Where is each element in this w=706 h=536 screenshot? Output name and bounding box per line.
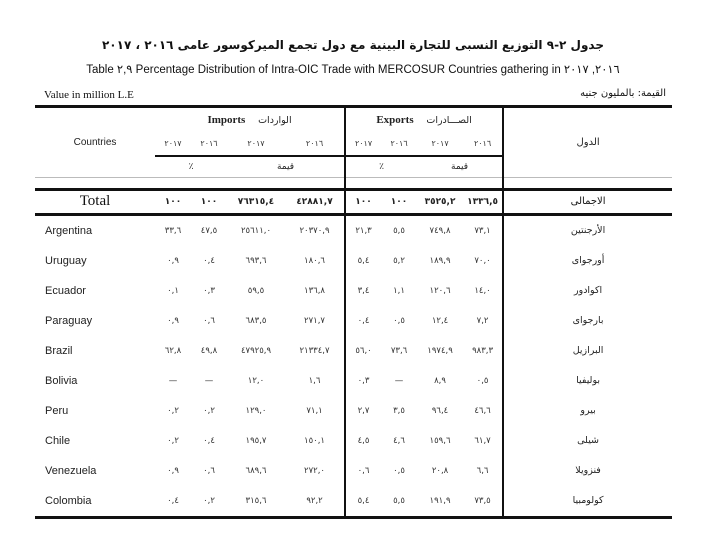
imports-val-2016: ١,٦ <box>285 366 345 396</box>
exports-year-pct-2017: ٢٠١٧ <box>354 139 373 148</box>
table-row-chile <box>35 426 672 456</box>
unit-label-arabic: القيمة: بالمليون جنيه <box>580 88 666 99</box>
imports-val-2016: ١٣٦,٨ <box>285 276 345 306</box>
country-name-ar: أورجواى <box>571 255 605 266</box>
exports-pct-2016: ١,١ <box>393 285 405 296</box>
country-name-en: Argentina <box>45 224 93 237</box>
exports-value-label: قيمة <box>417 156 503 178</box>
exports-val-2017: ٧٤٩,٨ <box>429 225 451 236</box>
imports-pct-2017: ٠,٩ <box>167 315 179 326</box>
country-name-en: Colombia <box>35 486 155 518</box>
imports-group-header <box>155 107 345 133</box>
table-title-arabic: جدول ٢-٩ التوزيع النسبى للتجارة البينية مع دول تجمع الميركوسور عامى ٢٠١٦ ، ٢٠١٧ <box>101 38 605 52</box>
countries-header-ar: الدول <box>576 136 600 148</box>
exports-pct-2016: ٠,٥ <box>393 315 405 326</box>
country-name-en: Peru <box>45 404 69 417</box>
exports-year-val-2016: ٢٠١٦ <box>463 133 503 156</box>
imports-val-2017: ٦٨٩,٦ <box>245 465 267 476</box>
table-row-bolivia <box>35 366 672 396</box>
exports-val-2016: ٦,٦ <box>463 456 503 486</box>
imports-val-2016: ٢٧٢,٠ <box>285 456 345 486</box>
imports-pct-2017: ٠,٩ <box>167 465 179 476</box>
exports-val-2017: ٢٠,٨ <box>431 465 449 476</box>
exports-val-2016: ٧٣,٥ <box>463 486 503 518</box>
exports-year-val-2017: ٢٠١٧ <box>431 139 449 148</box>
exports-label-ar: الصـــادرات <box>426 115 472 127</box>
exports-val-2016: ٧٣,١ <box>463 214 503 246</box>
total-label-en: Total <box>35 189 155 214</box>
imports-year-pct-2017: ٢٠١٧ <box>164 139 182 148</box>
country-name-ar: شيلى <box>577 435 600 446</box>
imports-pct-2016: ٠,٢ <box>191 486 227 518</box>
table-row-ecuador <box>35 276 672 306</box>
total-row <box>35 189 672 214</box>
exports-val-2016: ٠,٥ <box>463 366 503 396</box>
exports-pct-2016: ٤,٦ <box>393 435 405 446</box>
unit-label-english: Value in million L.E <box>44 89 134 101</box>
imports-pct-2016: — <box>204 375 214 386</box>
country-name-ar: الأرجنتين <box>570 225 606 236</box>
exports-pct-2016: ٥,٢ <box>393 255 405 266</box>
imports-pct-2017: ٠,١ <box>167 285 179 296</box>
imports-val-2017: ١٩٥,٧ <box>245 435 267 446</box>
imports-val-2016: ٩٢,٢ <box>285 486 345 518</box>
exports-pct-2017: ٠,٣ <box>357 375 370 386</box>
total-label-ar: الاجمالى <box>503 189 672 214</box>
country-name-en: Paraguay <box>45 314 93 327</box>
exports-label-en: Exports <box>376 114 414 127</box>
imports-pct-2017: ٠,٤ <box>155 486 191 518</box>
country-name-en: Ecuador <box>45 284 86 297</box>
total-exports-val-2017: ٣٥٢٥,٢ <box>417 189 463 214</box>
exports-pct-2017: ٤,٥ <box>357 435 370 446</box>
country-name-en: Venezuela <box>45 464 97 477</box>
exports-pct-2017: ٠,٦ <box>357 465 370 476</box>
country-name-en: Brazil <box>45 344 73 357</box>
exports-percent-label: ٪ <box>345 156 417 178</box>
imports-pct-2016: ٠,٤ <box>203 255 215 266</box>
imports-pct-2016: ٤٧,٥ <box>200 225 218 236</box>
country-name-ar: بارجواى <box>572 315 604 326</box>
imports-val-2017: ٤٧٩٢٥,٩ <box>240 345 272 356</box>
exports-pct-2017: ٥,٤ <box>345 486 381 518</box>
imports-pct-2016: ٠,٣ <box>203 285 215 296</box>
exports-val-2016: ٧,٢ <box>463 306 503 336</box>
country-name-ar: فنزويلا <box>575 465 601 476</box>
exports-pct-2016: — <box>394 375 404 386</box>
country-name-en: Bolivia <box>45 374 78 387</box>
imports-val-2017: ٦٨٣,٥ <box>245 315 267 326</box>
imports-val-2016: ١٥٠,١ <box>285 426 345 456</box>
total-imports-val-2017: ٧٦٣١٥,٤ <box>227 189 285 214</box>
country-name-ar: بوليفيا <box>576 375 601 386</box>
exports-pct-2017: ٥٦,٠ <box>355 345 372 356</box>
country-name-ar: بيرو <box>580 405 596 416</box>
exports-year-pct-2016: ٢٠١٦ <box>390 139 408 148</box>
exports-pct-2017: ٢,٧ <box>357 405 370 416</box>
exports-val-2017: ١٢,٤ <box>431 315 449 326</box>
total-imports-pct-2017: ١٠٠ <box>155 189 191 214</box>
imports-val-2016: ١٨٠,٦ <box>285 246 345 276</box>
total-imports-pct-2016: ١٠٠ <box>191 189 227 214</box>
exports-val-2016: ٧٠,٠ <box>463 246 503 276</box>
exports-val-2016: ١٤,٠ <box>463 276 503 306</box>
imports-val-2016: ٢٠٣٧٠,٩ <box>285 214 345 246</box>
imports-val-2017: ٢٥٦١١,٠ <box>240 225 272 236</box>
imports-year-pct-2016: ٢٠١٦ <box>200 139 218 148</box>
exports-val-2017: ١٢٠,٦ <box>429 285 451 296</box>
imports-label-en: Imports <box>207 114 246 127</box>
exports-val-2016: ٤٦,٦ <box>463 396 503 426</box>
exports-pct-2017: ٣,٤ <box>357 285 370 296</box>
total-imports-val-2016: ٤٢٨٨١,٧ <box>285 189 345 214</box>
header-spacer <box>35 177 672 189</box>
exports-pct-2017: ٥,٤ <box>357 255 370 266</box>
country-name-en: Chile <box>45 434 71 447</box>
country-name-ar: اكوادور <box>574 285 603 296</box>
exports-pct-2016: ٥,٥ <box>393 225 405 236</box>
exports-val-2017: ١٥٩,٦ <box>429 435 451 446</box>
trade-distribution-table <box>35 105 672 519</box>
imports-pct-2017: ٠,٩ <box>167 255 179 266</box>
exports-pct-2016: ٧٣,٦ <box>390 345 408 356</box>
imports-pct-2017: ٠,٢ <box>167 405 179 416</box>
imports-pct-2017: ٣٣,٦ <box>164 225 182 236</box>
exports-pct-2016: ٥,٥ <box>381 486 417 518</box>
exports-pct-2016: ٣,٥ <box>393 405 405 416</box>
imports-val-2016: ٢١٣٣٤,٧ <box>285 336 345 366</box>
exports-val-2017: ٨,٩ <box>434 375 446 386</box>
total-exports-pct-2017: ١٠٠ <box>345 189 381 214</box>
imports-value-label: قيمة <box>227 156 345 178</box>
imports-val-2016: ٢٧١,٧ <box>285 306 345 336</box>
table-row-colombia <box>35 486 672 518</box>
table-row-paraguay <box>35 306 672 336</box>
imports-percent-label: ٪ <box>155 156 227 178</box>
table-row-brazil <box>35 336 672 366</box>
total-exports-val-2016: ١٣٣٦,٥ <box>463 189 503 214</box>
countries-header-en: Countries <box>73 136 117 148</box>
total-exports-pct-2016: ١٠٠ <box>381 189 417 214</box>
imports-val-2016: ٧١,١ <box>285 396 345 426</box>
exports-group-header <box>345 107 503 133</box>
imports-val-2017: ٦٩٣,٦ <box>245 255 267 266</box>
table-row-argentina <box>35 214 672 246</box>
country-name-ar: البرازيل <box>572 345 604 356</box>
country-name-en: Uruguay <box>45 254 87 267</box>
imports-pct-2016: ٠,٤ <box>203 435 215 446</box>
imports-year-val-2017: ٢٠١٧ <box>247 139 265 148</box>
imports-pct-2017: ٠,٢ <box>167 435 179 446</box>
imports-pct-2016: ٠,٦ <box>203 315 215 326</box>
table-row-uruguay <box>35 246 672 276</box>
exports-val-2017: ١٩٧٤,٩ <box>427 345 453 356</box>
imports-year-val-2016: ٢٠١٦ <box>285 133 345 156</box>
exports-pct-2017: ٢١,٣ <box>355 225 372 236</box>
exports-val-2016: ٩٨٣,٣ <box>463 336 503 366</box>
imports-pct-2016: ٠,٦ <box>203 465 215 476</box>
imports-pct-2017: — <box>168 375 178 386</box>
header-group-row <box>35 107 672 133</box>
imports-val-2017: ٥٩,٥ <box>247 285 265 296</box>
imports-label-ar: الواردات <box>258 115 292 127</box>
imports-pct-2016: ٤٩,٨ <box>200 345 218 356</box>
exports-val-2016: ٦١,٧ <box>463 426 503 456</box>
exports-pct-2017: ٠,٤ <box>357 315 370 326</box>
imports-val-2017: ١٢,٠ <box>247 375 265 386</box>
imports-pct-2016: ٠,٢ <box>203 405 215 416</box>
table-row-venezuela <box>35 456 672 486</box>
table-title-english: Table ٢,٩ Percentage Distribution of Intra-OIC Trade with MERCOSUR Countries gathering in ٢٠١٦, ٢٠١٧ <box>86 64 620 76</box>
table-row-peru <box>35 396 672 426</box>
exports-val-2017: ١٨٩,٩ <box>429 255 451 266</box>
imports-pct-2017: ٦٢,٨ <box>164 345 182 356</box>
imports-val-2017: ١٢٩,٠ <box>245 405 267 416</box>
country-name-ar: كولومبيا <box>503 486 672 518</box>
exports-val-2017: ٩٦,٤ <box>431 405 449 416</box>
exports-val-2017: ١٩١,٩ <box>417 486 463 518</box>
imports-val-2017: ٣١٥,٦ <box>227 486 285 518</box>
exports-pct-2016: ٠,٥ <box>393 465 405 476</box>
